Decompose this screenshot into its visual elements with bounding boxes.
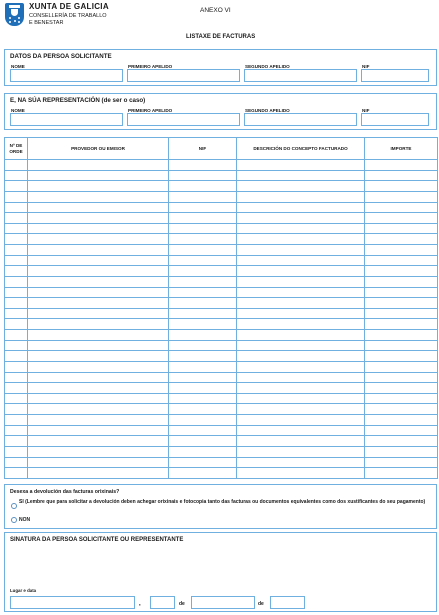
provider-cell[interactable] xyxy=(28,383,169,394)
description-cell[interactable] xyxy=(237,446,365,457)
nif-cell[interactable] xyxy=(169,415,237,426)
provider-cell[interactable] xyxy=(28,170,169,181)
nif-cell[interactable] xyxy=(169,191,237,202)
org-name: XUNTA DE GALICIA xyxy=(29,2,109,11)
date-de-2: de xyxy=(258,601,264,607)
table-row xyxy=(5,319,438,330)
description-cell[interactable] xyxy=(237,202,365,213)
provider-cell[interactable] xyxy=(28,202,169,213)
table-row xyxy=(5,468,438,479)
description-cell[interactable] xyxy=(237,266,365,277)
order-cell[interactable] xyxy=(5,319,28,330)
order-cell[interactable] xyxy=(5,340,28,351)
nif-cell[interactable] xyxy=(169,298,237,309)
applicant-surname2-label: SEGUNDO APELIDO xyxy=(245,64,290,69)
amount-cell[interactable] xyxy=(365,298,438,309)
nif-cell[interactable] xyxy=(169,436,237,447)
table-row xyxy=(5,287,438,298)
order-cell[interactable] xyxy=(5,330,28,341)
nif-cell[interactable] xyxy=(169,181,237,192)
year-field[interactable] xyxy=(270,596,305,609)
nif-cell[interactable] xyxy=(169,330,237,341)
order-cell[interactable] xyxy=(5,351,28,362)
amount-cell[interactable] xyxy=(365,436,438,447)
order-cell[interactable] xyxy=(5,457,28,468)
nif-cell[interactable] xyxy=(169,425,237,436)
amount-cell[interactable] xyxy=(365,213,438,224)
representative-section-title: E, NA SÚA REPRESENTACIÓN (de ser o caso) xyxy=(10,97,146,104)
applicant-name-field[interactable] xyxy=(10,69,123,82)
amount-cell[interactable] xyxy=(365,223,438,234)
table-row xyxy=(5,361,438,372)
order-cell[interactable] xyxy=(5,361,28,372)
description-cell[interactable] xyxy=(237,319,365,330)
table-row xyxy=(5,457,438,468)
nif-cell[interactable] xyxy=(169,319,237,330)
place-field[interactable] xyxy=(10,596,135,609)
xunta-logo xyxy=(5,2,145,30)
provider-cell[interactable] xyxy=(28,446,169,457)
order-cell[interactable] xyxy=(5,160,28,171)
return-yes-label: SI (Lembre que para solicitar a devolución deben achegar orixinais e fotocopia tanto das facturas ou documentos equivalentes como dos xustificantes do seu pagamento) xyxy=(19,499,426,505)
provider-cell[interactable] xyxy=(28,468,169,479)
nif-cell[interactable] xyxy=(169,223,237,234)
description-cell[interactable] xyxy=(237,372,365,383)
representative-surname2-field[interactable] xyxy=(244,113,357,126)
nif-cell[interactable] xyxy=(169,372,237,383)
amount-cell[interactable] xyxy=(365,234,438,245)
description-cell[interactable] xyxy=(237,383,365,394)
invoice-table-header xyxy=(5,138,438,160)
order-cell[interactable] xyxy=(5,446,28,457)
order-cell[interactable] xyxy=(5,170,28,181)
description-cell[interactable] xyxy=(237,213,365,224)
nif-cell[interactable] xyxy=(169,276,237,287)
description-cell[interactable] xyxy=(237,160,365,171)
applicant-surname2-field[interactable] xyxy=(244,69,357,82)
date-de-1: de xyxy=(179,601,185,607)
provider-cell[interactable] xyxy=(28,255,169,266)
amount-cell[interactable] xyxy=(365,468,438,479)
invoice-table-body xyxy=(5,160,438,479)
page-title: LISTAXE DE FACTURAS xyxy=(186,34,256,40)
nif-cell[interactable] xyxy=(169,287,237,298)
provider-cell[interactable] xyxy=(28,308,169,319)
amount-cell[interactable] xyxy=(365,383,438,394)
description-cell[interactable] xyxy=(237,351,365,362)
provider-cell[interactable] xyxy=(28,181,169,192)
order-cell[interactable] xyxy=(5,436,28,447)
description-cell[interactable] xyxy=(237,436,365,447)
org-sub-line2: E BENESTAR xyxy=(29,20,64,26)
amount-cell[interactable] xyxy=(365,351,438,362)
order-cell[interactable] xyxy=(5,191,28,202)
description-cell[interactable] xyxy=(237,234,365,245)
return-no-label: NON xyxy=(19,517,31,523)
nif-cell[interactable] xyxy=(169,255,237,266)
table-row xyxy=(5,436,438,447)
order-cell[interactable] xyxy=(5,308,28,319)
description-cell[interactable] xyxy=(237,457,365,468)
provider-cell[interactable] xyxy=(28,361,169,372)
amount-cell[interactable] xyxy=(365,191,438,202)
nif-cell[interactable] xyxy=(169,234,237,245)
nif-cell[interactable] xyxy=(169,468,237,479)
order-cell[interactable] xyxy=(5,223,28,234)
col-nif-header: NIF xyxy=(169,138,237,160)
return-yes-radio[interactable] xyxy=(11,503,17,509)
amount-cell[interactable] xyxy=(365,425,438,436)
table-row xyxy=(5,160,438,171)
nif-cell[interactable] xyxy=(169,213,237,224)
order-cell[interactable] xyxy=(5,415,28,426)
amount-cell[interactable] xyxy=(365,457,438,468)
description-cell[interactable] xyxy=(237,255,365,266)
signature-title: SINATURA DA PERSOA SOLICITANTE OU REPRESENTANTE xyxy=(10,537,184,543)
provider-cell[interactable] xyxy=(28,319,169,330)
provider-cell[interactable] xyxy=(28,287,169,298)
order-cell[interactable] xyxy=(5,298,28,309)
representative-nif-field[interactable] xyxy=(361,113,429,126)
day-field[interactable] xyxy=(150,596,175,609)
representative-surname1-label: PRIMEIRO APELIDO xyxy=(128,108,173,113)
table-row xyxy=(5,415,438,426)
amount-cell[interactable] xyxy=(365,319,438,330)
provider-cell[interactable] xyxy=(28,266,169,277)
order-cell[interactable] xyxy=(5,202,28,213)
table-row xyxy=(5,372,438,383)
amount-cell[interactable] xyxy=(365,361,438,372)
table-row xyxy=(5,255,438,266)
table-row xyxy=(5,383,438,394)
table-row xyxy=(5,266,438,277)
provider-cell[interactable] xyxy=(28,372,169,383)
table-row xyxy=(5,234,438,245)
applicant-nif-field[interactable] xyxy=(361,69,429,82)
order-cell[interactable] xyxy=(5,234,28,245)
description-cell[interactable] xyxy=(237,223,365,234)
order-cell[interactable] xyxy=(5,393,28,404)
table-row xyxy=(5,330,438,341)
provider-cell[interactable] xyxy=(28,191,169,202)
description-cell[interactable] xyxy=(237,191,365,202)
amount-cell[interactable] xyxy=(365,415,438,426)
date-comma: , xyxy=(139,601,141,607)
nif-cell[interactable] xyxy=(169,457,237,468)
nif-cell[interactable] xyxy=(169,383,237,394)
nif-cell[interactable] xyxy=(169,160,237,171)
provider-cell[interactable] xyxy=(28,223,169,234)
amount-cell[interactable] xyxy=(365,202,438,213)
amount-cell[interactable] xyxy=(365,404,438,415)
nif-cell[interactable] xyxy=(169,361,237,372)
representative-name-label: NOME xyxy=(11,108,25,113)
col-order-header: Nº DE ORDE xyxy=(5,138,28,160)
amount-cell[interactable] xyxy=(365,446,438,457)
description-cell[interactable] xyxy=(237,340,365,351)
order-cell[interactable] xyxy=(5,245,28,256)
order-cell[interactable] xyxy=(5,372,28,383)
representative-name-field[interactable] xyxy=(10,113,123,126)
table-row xyxy=(5,425,438,436)
amount-cell[interactable] xyxy=(365,245,438,256)
amount-cell[interactable] xyxy=(365,170,438,181)
description-cell[interactable] xyxy=(237,181,365,192)
annex-label: ANEXO VI xyxy=(200,7,231,14)
provider-cell[interactable] xyxy=(28,351,169,362)
invoice-table xyxy=(4,137,438,479)
table-row xyxy=(5,351,438,362)
col-description-header: DESCRICIÓN DO CONCEPTO FACTURADO xyxy=(237,138,365,160)
galicia-shield-icon xyxy=(5,3,24,26)
table-row xyxy=(5,298,438,309)
representative-surname1-field[interactable] xyxy=(127,113,240,126)
applicant-name-label: NOME xyxy=(11,64,25,69)
order-cell[interactable] xyxy=(5,425,28,436)
table-row xyxy=(5,170,438,181)
table-row xyxy=(5,181,438,192)
amount-cell[interactable] xyxy=(365,266,438,277)
col-provider-header: PROVEDOR OU EMISOR xyxy=(28,138,169,160)
amount-cell[interactable] xyxy=(365,308,438,319)
table-row xyxy=(5,446,438,457)
description-cell[interactable] xyxy=(237,393,365,404)
return-question: Desexa a devolución das facturas orixinais? xyxy=(10,489,120,495)
amount-cell[interactable] xyxy=(365,372,438,383)
description-cell[interactable] xyxy=(237,468,365,479)
description-cell[interactable] xyxy=(237,361,365,372)
amount-cell[interactable] xyxy=(365,160,438,171)
provider-cell[interactable] xyxy=(28,393,169,404)
representative-nif-label: NIF xyxy=(362,108,370,113)
amount-cell[interactable] xyxy=(365,181,438,192)
table-row xyxy=(5,404,438,415)
applicant-nif-label: NIF xyxy=(362,64,370,69)
table-row xyxy=(5,191,438,202)
order-cell[interactable] xyxy=(5,255,28,266)
provider-cell[interactable] xyxy=(28,234,169,245)
amount-cell[interactable] xyxy=(365,287,438,298)
description-cell[interactable] xyxy=(237,276,365,287)
provider-cell[interactable] xyxy=(28,436,169,447)
table-row xyxy=(5,202,438,213)
applicant-surname1-field[interactable] xyxy=(127,69,240,82)
description-cell[interactable] xyxy=(237,298,365,309)
provider-cell[interactable] xyxy=(28,276,169,287)
col-amount-header: IMPORTE xyxy=(365,138,438,160)
nif-cell[interactable] xyxy=(169,170,237,181)
provider-cell[interactable] xyxy=(28,415,169,426)
nif-cell[interactable] xyxy=(169,266,237,277)
org-sub-line1: CONSELLERÍA DE TRABALLO xyxy=(29,13,107,19)
description-cell[interactable] xyxy=(237,245,365,256)
amount-cell[interactable] xyxy=(365,276,438,287)
provider-cell[interactable] xyxy=(28,330,169,341)
provider-cell[interactable] xyxy=(28,457,169,468)
nif-cell[interactable] xyxy=(169,202,237,213)
nif-cell[interactable] xyxy=(169,308,237,319)
provider-cell[interactable] xyxy=(28,340,169,351)
month-field[interactable] xyxy=(191,596,255,609)
amount-cell[interactable] xyxy=(365,393,438,404)
order-cell[interactable] xyxy=(5,181,28,192)
order-cell[interactable] xyxy=(5,266,28,277)
nif-cell[interactable] xyxy=(169,340,237,351)
provider-cell[interactable] xyxy=(28,245,169,256)
place-date-label: Lugar e data xyxy=(10,588,37,593)
amount-cell[interactable] xyxy=(365,340,438,351)
table-row xyxy=(5,276,438,287)
description-cell[interactable] xyxy=(237,415,365,426)
description-cell[interactable] xyxy=(237,404,365,415)
applicant-section-title: DATOS DA PERSOA SOLICITANTE xyxy=(10,53,112,60)
provider-cell[interactable] xyxy=(28,160,169,171)
nif-cell[interactable] xyxy=(169,404,237,415)
description-cell[interactable] xyxy=(237,308,365,319)
return-no-radio[interactable] xyxy=(11,517,17,523)
table-row xyxy=(5,393,438,404)
provider-cell[interactable] xyxy=(28,404,169,415)
amount-cell[interactable] xyxy=(365,330,438,341)
description-cell[interactable] xyxy=(237,330,365,341)
provider-cell[interactable] xyxy=(28,213,169,224)
table-row xyxy=(5,308,438,319)
applicant-surname1-label: PRIMEIRO APELIDO xyxy=(128,64,173,69)
table-row xyxy=(5,340,438,351)
order-cell[interactable] xyxy=(5,468,28,479)
description-cell[interactable] xyxy=(237,425,365,436)
table-row xyxy=(5,223,438,234)
order-cell[interactable] xyxy=(5,276,28,287)
representative-surname2-label: SEGUNDO APELIDO xyxy=(245,108,290,113)
provider-cell[interactable] xyxy=(28,298,169,309)
provider-cell[interactable] xyxy=(28,425,169,436)
nif-cell[interactable] xyxy=(169,351,237,362)
table-row xyxy=(5,213,438,224)
order-cell[interactable] xyxy=(5,287,28,298)
nif-cell[interactable] xyxy=(169,393,237,404)
nif-cell[interactable] xyxy=(169,245,237,256)
order-cell[interactable] xyxy=(5,213,28,224)
order-cell[interactable] xyxy=(5,404,28,415)
nif-cell[interactable] xyxy=(169,446,237,457)
amount-cell[interactable] xyxy=(365,255,438,266)
order-cell[interactable] xyxy=(5,383,28,394)
description-cell[interactable] xyxy=(237,170,365,181)
table-row xyxy=(5,245,438,256)
description-cell[interactable] xyxy=(237,287,365,298)
